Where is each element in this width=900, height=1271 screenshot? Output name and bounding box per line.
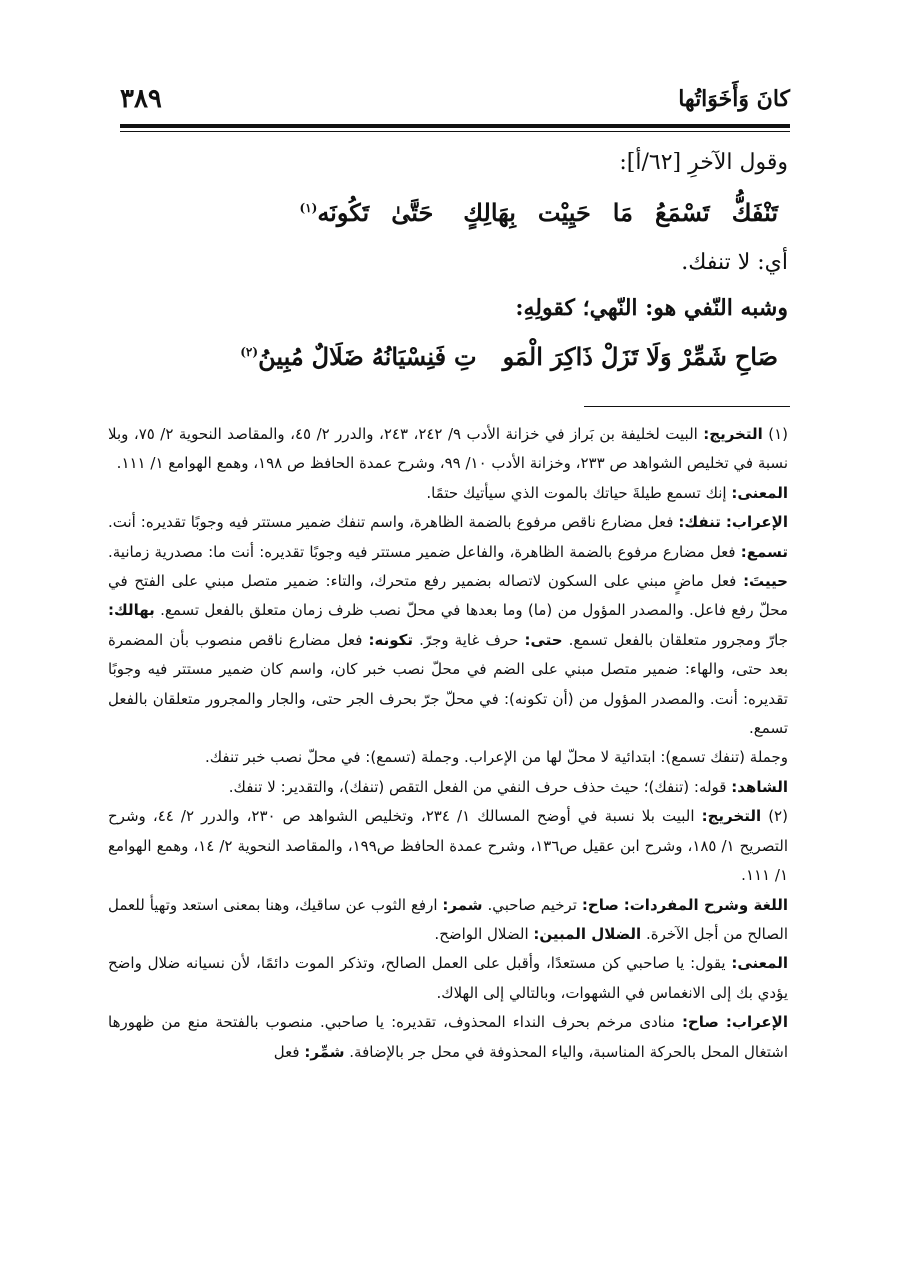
verse-word: الْمَو	[502, 342, 543, 371]
footnote-text: ارفع الثوب عن ساقيك، وهنا بمعنى استعد وتهيأ للعمل الصالح من أجل الآخرة.	[108, 895, 788, 943]
footnote-text: يقول: يا صاحبي كن مستعدًا، وأقبل على العمل الصالح، وتذكر الموت دائمًا، لأن نسيانه ضلال واضح يؤدي بك إلى الانغماس في الشهوات، وبالتالي إلى الهلاك.	[108, 954, 788, 1002]
footnote-text: البيت لخليفة بن بَراز في خزانة الأدب ٩/ ٢٤٢، ٢٤٣، والدرر ٢/ ٤٥، والمقاصد النحوية ٢/ ٧٥، وبلا نسبة في تخليص الشواهد ص ٢٣٣، وخزانة الأدب ١٠/ ٩٩، وشرح عمدة الحافظ ص ١٩٨، وهمع الهوامع ١/ ١١١.	[108, 425, 788, 473]
label: حتى:	[524, 630, 563, 649]
verse-word: تِ	[454, 342, 477, 371]
footnote-ref[interactable]: (١)	[299, 201, 318, 215]
label: صاح:	[581, 895, 619, 914]
footnote-number: (١)	[768, 425, 789, 443]
label: التخريج:	[703, 425, 763, 443]
label: شمر:	[442, 895, 483, 914]
label: صاح:	[681, 1013, 719, 1032]
rule-line: وشبه النّفي هو: النّهي؛ كقولِهِ:	[515, 295, 788, 321]
verse-word: تَكُونَه	[317, 198, 370, 227]
irab-1-sentences: وجملة (تنفك تسمع): ابتدائية لا محلّ لها من الإعراب. وجملة (تسمع): في محلّ نصب خبر تنفك.	[204, 748, 788, 767]
page-header	[120, 84, 790, 122]
footnote-text: إنك تسمع طيلةَ حياتك بالموت الذي سيأتيك حتمًا.	[426, 483, 727, 502]
verse-word: حَتَّىٰ	[391, 198, 434, 227]
meaning-1	[108, 479, 788, 508]
verse-word: ضَلَالٌ	[311, 342, 364, 371]
footnote-1	[108, 420, 788, 479]
verse-word: وَلَا	[646, 342, 672, 371]
verse-word: مُبِينُ	[258, 342, 304, 371]
footnote-text: الضلال الواضح.	[434, 924, 529, 943]
label: الشاهد:	[731, 777, 788, 796]
verse-word: بِهَالِكٍ	[463, 198, 516, 227]
label: الإعراب:	[725, 1013, 788, 1032]
footnote-2	[108, 802, 788, 890]
label: الإعراب:	[725, 513, 788, 532]
irab-1	[108, 508, 788, 743]
footnotes	[108, 420, 788, 1067]
footnote-text: ترخيم صاحبي.	[487, 895, 577, 914]
verse-word: صَاحِ	[734, 342, 778, 371]
footnote-text: قوله: (تنفك)؛ حيث حذف حرف النفي من الفعل التقص (تنفك)، والتقدير: لا تنفك.	[228, 777, 727, 796]
lugha	[108, 891, 788, 950]
label: تنفك:	[678, 513, 721, 532]
label: حييتَ:	[743, 572, 788, 591]
label: تسمع:	[740, 542, 788, 561]
verse-1	[120, 186, 788, 240]
footnote-text: فعل مضارع ناقص منصوب بأن المضمرة بعد حتى، والهاء: ضمير متصل مبني على الضم في محلّ نصب خبر كان، واسم كان ضمير مستتر فيه وجوبًا تقديره: أنت. والمصدر المؤول من (أن تكونه): في محلّ جرّ بحرف الجر حتى، والجار والمجرور متعلقان بالفعل تسمع.	[108, 630, 788, 738]
footnote-separator	[584, 406, 790, 407]
verse-word: حَيِيْت	[537, 198, 591, 227]
footnote-text: البيت بلا نسبة في أوضح المسالك ١/ ٢٣٤، وتخليص الشواهد ص ٢٣٠، والدرر ٢/ ٤٤، وشرح التصريح ١/ ١٨٥، وشرح ابن عقيل ص١٣٦، وشرح عمدة الحافظ ص١٩٩، والمقاصد النحوية ٢/ ١٤، وهمع الهوامع ١/ ١١١.	[108, 807, 788, 885]
irab-2	[108, 1008, 788, 1067]
footnote-text: فعل	[273, 1042, 300, 1061]
label: التخريج:	[701, 807, 762, 826]
verse-2	[120, 330, 788, 384]
label: اللغة وشرح المفردات:	[623, 895, 788, 914]
footnote-text: فعل مضارع ناقص مرفوع بالضمة الظاهرة، واسم تنفك ضمير مستتر فيه وجوبًا تقديره: أنت.	[108, 513, 674, 532]
footnote-text: فعل ماضٍ مبني على السكون لاتصاله بضمير رفع متحرك، والتاء: ضمير متصل مبني على الفتح في محلّ رفع فاعل. والمصدر المؤول من (ما) وما بعدها في محلّ نصب ظرف زمان متعلق بالفعل تسمع.	[108, 572, 788, 620]
verse-word: مَا	[612, 198, 633, 227]
footnote-number: (٢)	[768, 807, 788, 826]
meaning-2	[108, 949, 788, 1008]
label: شمِّر:	[304, 1042, 345, 1061]
footnote-ref[interactable]: (٢)	[240, 345, 259, 359]
header-rule-thick	[120, 124, 790, 128]
label: بهالك:	[108, 601, 155, 620]
shahid	[108, 773, 788, 802]
footnote-text: جارّ ومجرور متعلقان بالفعل تسمع.	[568, 630, 788, 649]
label: المعنى:	[731, 483, 788, 502]
verse-word: تَسْمَعُ	[654, 198, 710, 227]
gloss-line: أي: لا تنفك.	[681, 250, 788, 275]
verse-word: ذَاكِرَ	[550, 342, 593, 371]
verse-word: شَمِّرْ	[679, 342, 727, 371]
footnote-text: حرف غاية وجرّ.	[419, 630, 519, 649]
verse-word: فَنِسْيَانُهُ	[371, 342, 447, 371]
chapter-title: كانَ وَأَخَوَاتُها	[678, 86, 790, 112]
verse-word: تَزَلْ	[600, 342, 639, 371]
label: تكونه:	[368, 630, 414, 649]
verse-word: تَنْفَكُّ	[731, 198, 778, 227]
verse-intro: وقول الآخرِ [٦٢/أ]:	[619, 150, 788, 175]
footnote-text: منادى مرخم بحرف النداء المحذوف، تقديره: يا صاحبي. منصوب بالفتحة منع من ظهورها اشتغال المحل بالحركة المناسبة، والياء المحذوفة في محل جر بالإضافة.	[108, 1013, 788, 1061]
footnote-text: فعل مضارع مرفوع بالضمة الظاهرة، والفاعل ضمير مستتر فيه وجوبًا تقديره: أنت ما: مصدرية زمانية.	[108, 542, 736, 561]
main-text	[120, 140, 788, 384]
label: المعنى:	[731, 954, 788, 973]
page-number: ٣٨٩	[120, 84, 162, 114]
label: الضلال المبين:	[533, 924, 642, 943]
header-rule-thin	[120, 131, 790, 132]
